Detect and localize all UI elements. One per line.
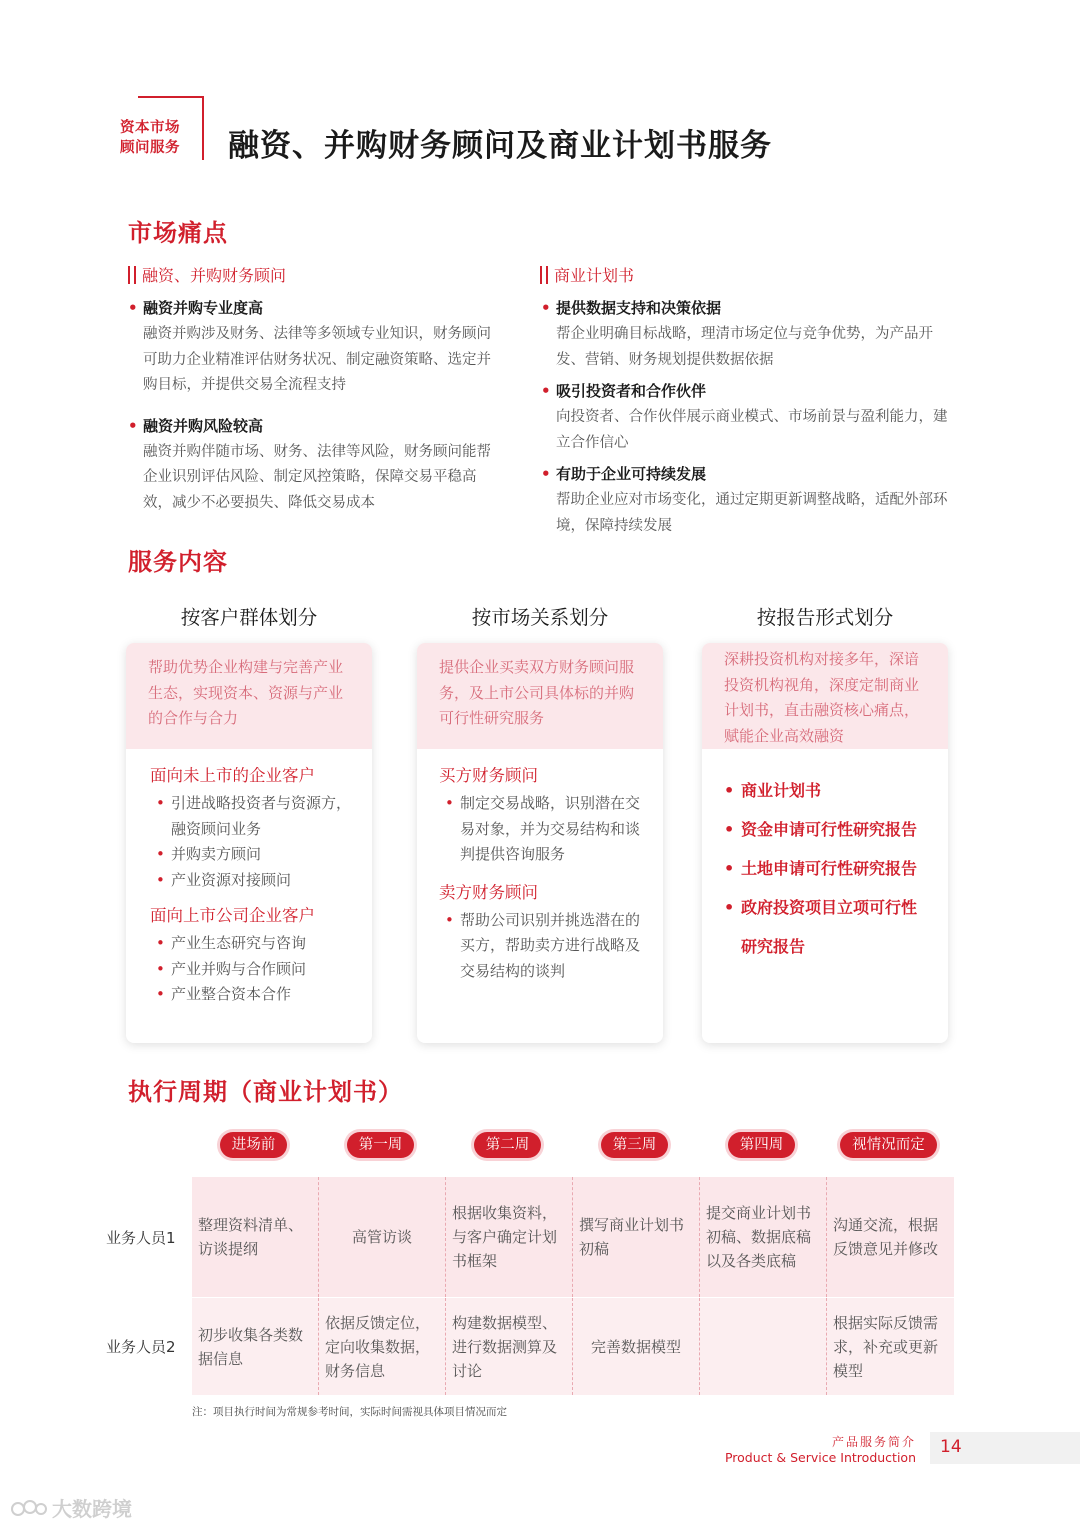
pain-item-title: • 融资并购专业度高	[128, 297, 503, 319]
card-body	[702, 749, 948, 982]
service-card-market-relation	[417, 643, 663, 1043]
card-body	[126, 749, 372, 1034]
section-title-pain-points: 市场痛点	[128, 219, 228, 247]
table-cell: 初步收集各类数据信息	[192, 1298, 319, 1395]
section-title-schedule: 执行周期（商业计划书）	[128, 1078, 403, 1106]
pain-item-desc: 帮企业明确目标战略，理清市场定位与竞争优势，为产品开发、营销、财务规划提供数据依据	[556, 326, 933, 368]
pain-item-title: • 有助于企业可持续发展	[541, 463, 953, 485]
pain-item-desc: 帮助企业应对市场变化，通过定期更新调整战略，适配外部环境，保障持续发展	[556, 492, 948, 534]
phase-pill: 视情况而定	[840, 1132, 937, 1158]
list-item: • 产业生态研究与咨询	[150, 931, 354, 957]
phase	[698, 1132, 825, 1158]
pain-item	[541, 297, 953, 373]
pain-item-desc: 融资并购伴随市场、财务、法律等风险，财务顾问能帮企业识别评估风险、制定风控策略，保障交易平稳高效，减少不必要损失、降低交易成本	[143, 443, 491, 511]
phase-header	[190, 1132, 952, 1158]
card-body	[417, 749, 663, 1010]
pain-points-left	[128, 297, 503, 530]
schedule-note: 注：项目执行时间为常规参考时间，实际时间需视具体项目情况而定	[192, 1406, 507, 1418]
table-cell: 根据收集资料，与客户确定计划书框架	[446, 1177, 573, 1297]
group-title: 面向上市公司企业客户	[150, 906, 315, 925]
header-tag	[118, 96, 204, 160]
footer-en: Product & Service Introduction	[724, 1450, 916, 1465]
phase-pill: 第二周	[474, 1132, 542, 1158]
phase-pill: 第四周	[728, 1132, 796, 1158]
pain-item-title: • 吸引投资者和合作伙伴	[541, 380, 953, 402]
row-label: 业务人员2	[106, 1338, 176, 1356]
service-card-client-group	[126, 643, 372, 1043]
table-cell	[700, 1298, 827, 1395]
subheading-finance-advisory	[128, 263, 286, 286]
schedule-table	[106, 1177, 954, 1395]
phase	[825, 1132, 952, 1158]
pain-points-right	[541, 297, 953, 553]
row-label: 业务人员1	[106, 1228, 176, 1247]
phase	[190, 1132, 317, 1158]
page-number: 14	[940, 1437, 962, 1457]
group-title: 卖方财务顾问	[439, 882, 538, 902]
watermark-text: 大数跨境	[52, 1497, 132, 1521]
pain-item-desc: 融资并购涉及财务、法律等多领域专业知识，财务顾问可助力企业精准评估财务状况、制定融资策略、选定并购目标，并提供交易全流程支持	[143, 326, 491, 393]
tag-line1: 资本市场	[120, 120, 180, 136]
subheading-label: 融资、并购财务顾问	[142, 266, 287, 285]
pain-item	[128, 415, 503, 517]
list-item: • 帮助公司识别并挑选潜在的买方，帮助卖方进行战略及交易结构的谈判	[439, 908, 645, 985]
report-item: • 资金申请可行性研究报告	[724, 810, 930, 849]
tag-bracket-right	[202, 96, 204, 160]
double-bar-icon	[540, 266, 548, 284]
pain-item	[128, 297, 503, 399]
report-list	[724, 759, 930, 966]
pain-item-desc: 向投资者、合作伙伴展示商业模式、市场前景与盈利能力，建立合作信心	[556, 409, 948, 451]
report-item: • 商业计划书	[724, 771, 930, 810]
subheading-label: 商业计划书	[554, 266, 635, 285]
services-col2-heading: 按市场关系划分	[471, 606, 609, 629]
phase	[444, 1132, 571, 1158]
pain-item-title: • 融资并购风险较高	[128, 415, 503, 437]
service-card-report-format	[702, 643, 948, 1043]
group-title: 买方财务顾问	[439, 766, 538, 785]
card-intro: 深耕投资机构对接多年，深谙投资机构视角，深度定制商业计划书，直击融资核心痛点，赋能企业高效融资	[702, 643, 948, 749]
tag-line2: 顾问服务	[120, 140, 180, 156]
page-title: 融资、并购财务顾问及商业计划书服务	[228, 128, 772, 164]
card-intro: 帮助优势企业构建与完善产业生态，实现资本、资源与产业的合作与合力	[126, 643, 372, 749]
table-cell: 提交商业计划书初稿、数据底稿以及各类底稿	[700, 1177, 827, 1297]
list-item: • 产业资源对接顾问	[150, 868, 354, 894]
bullet-list	[150, 931, 354, 1008]
table-cell: 沟通交流，根据反馈意见并修改	[827, 1177, 954, 1297]
bullet-list	[150, 791, 354, 893]
phase-pill: 第一周	[347, 1132, 415, 1158]
footer-cn: 产品服务简介	[831, 1435, 916, 1449]
table-cell: 根据实际反馈需求，补充或更新模型	[827, 1298, 954, 1395]
phase-pill: 进场前	[220, 1132, 288, 1158]
table-cell: 依据反馈定位，定向收集数据，财务信息	[319, 1298, 446, 1395]
report-item: • 土地申请可行性研究报告	[724, 849, 930, 888]
report-item: • 政府投资项目立项可行性研究报告	[724, 888, 930, 966]
group-title: 面向未上市的企业客户	[150, 766, 315, 785]
phase	[571, 1132, 698, 1158]
table-cell: 整理资料清单、访谈提纲	[192, 1177, 319, 1297]
table-cell: 撰写商业计划书初稿	[573, 1177, 700, 1297]
list-item: • 产业并购与合作顾问	[150, 957, 354, 983]
phase	[317, 1132, 444, 1158]
tag-bracket-top	[138, 96, 202, 98]
list-item: • 引进战略投资者与资源方，融资顾问业务	[150, 791, 354, 842]
phase-pill: 第三周	[601, 1132, 669, 1158]
bullet-list	[439, 908, 645, 985]
double-bar-icon	[128, 266, 136, 284]
services-col1-heading: 按客户群体划分	[180, 606, 318, 629]
tag-text	[120, 118, 180, 158]
table-cell: 高管访谈	[319, 1177, 446, 1297]
list-item: • 制定交易战略，识别潜在交易对象，并为交易结构和谈判提供咨询服务	[439, 791, 645, 868]
pain-item-title: • 提供数据支持和决策依据	[541, 297, 953, 319]
table-row	[106, 1298, 954, 1395]
pain-item	[541, 380, 953, 456]
services-col3-heading: 按报告形式划分	[756, 606, 894, 629]
pain-item	[541, 463, 953, 539]
table-cell: 完善数据模型	[573, 1298, 700, 1395]
subheading-business-plan	[540, 263, 634, 286]
list-item: • 并购卖方顾问	[150, 842, 354, 868]
section-title-services: 服务内容	[128, 548, 228, 576]
watermark-logo-icon	[10, 1498, 48, 1518]
card-intro: 提供企业买卖双方财务顾问服务，及上市公司具体标的并购可行性研究服务	[417, 643, 663, 749]
watermark	[10, 1493, 132, 1522]
bullet-list	[439, 791, 645, 868]
table-row	[106, 1177, 954, 1298]
table-cell: 构建数据模型、进行数据测算及讨论	[446, 1298, 573, 1395]
list-item: • 产业整合资本合作	[150, 982, 354, 1008]
